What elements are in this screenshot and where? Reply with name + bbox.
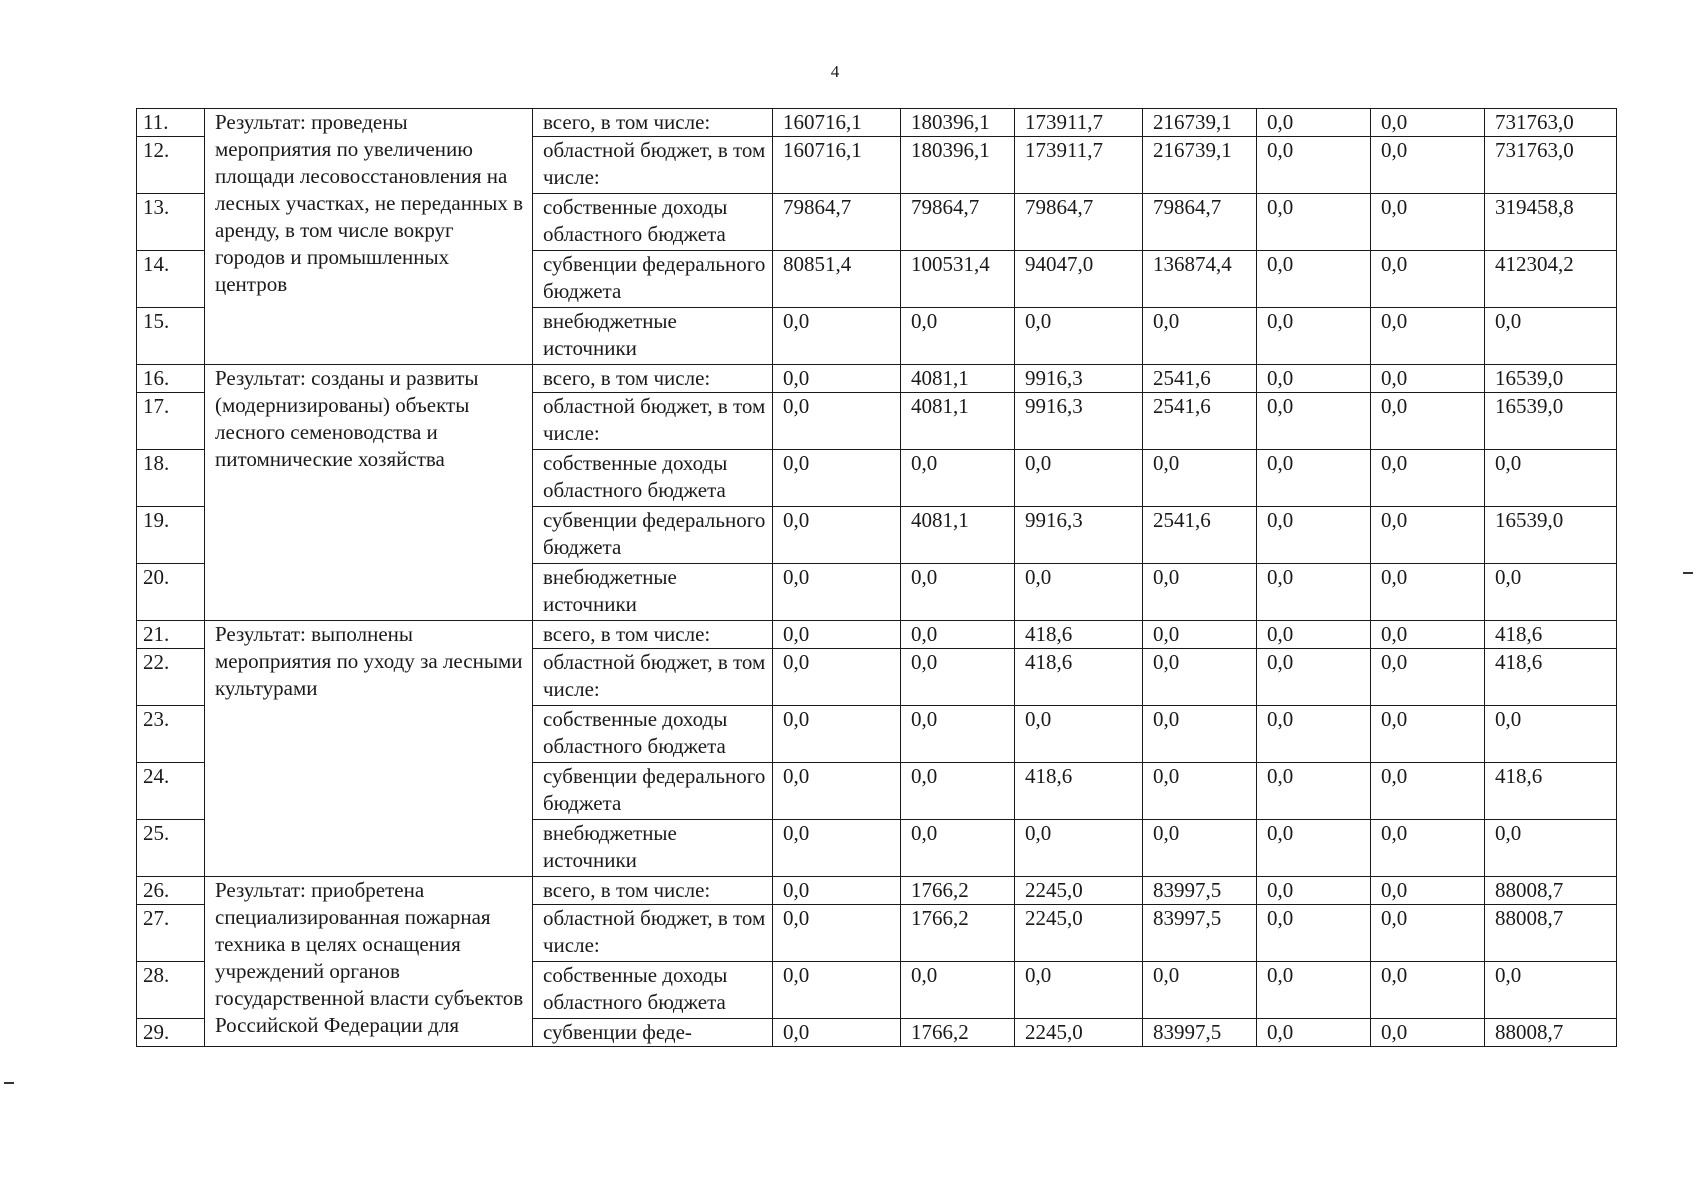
year-value: 0,0 <box>1371 621 1485 649</box>
year-value: 0,0 <box>773 621 901 649</box>
year-value: 0,0 <box>1257 450 1371 507</box>
year-value: 0,0 <box>773 308 901 365</box>
total-value: 0,0 <box>1485 564 1617 621</box>
year-value: 0,0 <box>773 393 901 450</box>
year-value: 79864,7 <box>773 194 901 251</box>
year-value: 216739,1 <box>1143 109 1257 137</box>
year-value: 160716,1 <box>773 137 901 194</box>
year-value: 418,6 <box>1015 763 1143 820</box>
budget-table <box>136 108 1617 1047</box>
year-value: 2245,0 <box>1015 1019 1143 1047</box>
year-value: 0,0 <box>1143 763 1257 820</box>
year-value: 0,0 <box>1371 365 1485 393</box>
funding-source: субвенции федерального бюджета <box>533 763 773 820</box>
total-value: 0,0 <box>1485 706 1617 763</box>
total-value: 418,6 <box>1485 649 1617 706</box>
table-row <box>137 365 1617 393</box>
year-value: 0,0 <box>901 450 1015 507</box>
result-description: Результат: проведены мероприятия по увеличению площади лесовосстановления на лесных участках, не переданных в аренду, в том числе вокруг городов и промышленных центров <box>205 109 533 365</box>
total-value: 418,6 <box>1485 621 1617 649</box>
year-value: 173911,7 <box>1015 109 1143 137</box>
year-value: 2245,0 <box>1015 905 1143 962</box>
year-value: 4081,1 <box>901 507 1015 564</box>
table-body <box>137 109 1617 1047</box>
row-number: 11. <box>137 109 205 137</box>
year-value: 1766,2 <box>901 877 1015 905</box>
year-value: 136874,4 <box>1143 251 1257 308</box>
year-value: 0,0 <box>901 706 1015 763</box>
total-value: 88008,7 <box>1485 905 1617 962</box>
year-value: 0,0 <box>773 877 901 905</box>
year-value: 0,0 <box>901 763 1015 820</box>
total-value: 0,0 <box>1485 820 1617 877</box>
funding-source: всего, в том числе: <box>533 877 773 905</box>
year-value: 180396,1 <box>901 137 1015 194</box>
year-value: 94047,0 <box>1015 251 1143 308</box>
year-value: 0,0 <box>1371 393 1485 450</box>
funding-source: всего, в том числе: <box>533 365 773 393</box>
year-value: 0,0 <box>773 507 901 564</box>
year-value: 0,0 <box>1143 621 1257 649</box>
year-value: 0,0 <box>1371 109 1485 137</box>
year-value: 0,0 <box>1371 137 1485 194</box>
row-number: 13. <box>137 194 205 251</box>
year-value: 0,0 <box>773 365 901 393</box>
year-value: 0,0 <box>1371 820 1485 877</box>
result-description: Результат: выполнены мероприятия по уходу за лесными культурами <box>205 621 533 877</box>
row-number: 19. <box>137 507 205 564</box>
funding-source: областной бюджет, в том числе: <box>533 905 773 962</box>
year-value: 0,0 <box>1015 706 1143 763</box>
year-value: 1766,2 <box>901 1019 1015 1047</box>
year-value: 0,0 <box>1371 905 1485 962</box>
year-value: 0,0 <box>773 820 901 877</box>
year-value: 100531,4 <box>901 251 1015 308</box>
year-value: 1766,2 <box>901 905 1015 962</box>
year-value: 180396,1 <box>901 109 1015 137</box>
year-value: 83997,5 <box>1143 905 1257 962</box>
year-value: 0,0 <box>1257 1019 1371 1047</box>
row-number: 26. <box>137 877 205 905</box>
year-value: 0,0 <box>901 649 1015 706</box>
year-value: 0,0 <box>1371 251 1485 308</box>
funding-source: субвенции феде- <box>533 1019 773 1047</box>
table-row <box>137 621 1617 649</box>
year-value: 0,0 <box>1143 962 1257 1019</box>
year-value: 0,0 <box>1143 820 1257 877</box>
row-number: 25. <box>137 820 205 877</box>
year-value: 0,0 <box>773 962 901 1019</box>
year-value: 0,0 <box>1257 820 1371 877</box>
total-value: 16539,0 <box>1485 393 1617 450</box>
funding-source: областной бюджет, в том числе: <box>533 649 773 706</box>
year-value: 160716,1 <box>773 109 901 137</box>
year-value: 0,0 <box>1257 706 1371 763</box>
row-number: 18. <box>137 450 205 507</box>
year-value: 2541,6 <box>1143 507 1257 564</box>
row-number: 17. <box>137 393 205 450</box>
year-value: 0,0 <box>1257 649 1371 706</box>
funding-source: собственные доходы областного бюджета <box>533 194 773 251</box>
table-row <box>137 877 1617 905</box>
year-value: 0,0 <box>1371 962 1485 1019</box>
year-value: 0,0 <box>1257 308 1371 365</box>
year-value: 0,0 <box>1015 962 1143 1019</box>
year-value: 0,0 <box>1143 649 1257 706</box>
year-value: 0,0 <box>901 962 1015 1019</box>
funding-source: собственные доходы областного бюджета <box>533 450 773 507</box>
year-value: 9916,3 <box>1015 393 1143 450</box>
year-value: 0,0 <box>1257 507 1371 564</box>
year-value: 0,0 <box>1257 905 1371 962</box>
year-value: 0,0 <box>1371 1019 1485 1047</box>
year-value: 0,0 <box>1257 194 1371 251</box>
row-number: 16. <box>137 365 205 393</box>
year-value: 0,0 <box>1257 109 1371 137</box>
year-value: 0,0 <box>1143 706 1257 763</box>
total-value: 418,6 <box>1485 763 1617 820</box>
year-value: 0,0 <box>1257 393 1371 450</box>
year-value: 0,0 <box>1143 564 1257 621</box>
row-number: 28. <box>137 962 205 1019</box>
year-value: 418,6 <box>1015 621 1143 649</box>
year-value: 0,0 <box>773 564 901 621</box>
row-number: 29. <box>137 1019 205 1047</box>
year-value: 0,0 <box>1257 365 1371 393</box>
year-value: 0,0 <box>1257 962 1371 1019</box>
year-value: 0,0 <box>1257 877 1371 905</box>
total-value: 731763,0 <box>1485 137 1617 194</box>
table-row <box>137 109 1617 137</box>
result-description: Результат: приобретена специализированная пожарная техника в целях оснащения учреждений органов государственной власти субъектов Российской Федерации для <box>205 877 533 1047</box>
year-value: 0,0 <box>1257 564 1371 621</box>
year-value: 0,0 <box>1371 450 1485 507</box>
year-value: 4081,1 <box>901 365 1015 393</box>
year-value: 0,0 <box>1257 621 1371 649</box>
year-value: 173911,7 <box>1015 137 1143 194</box>
year-value: 216739,1 <box>1143 137 1257 194</box>
margin-mark <box>1683 572 1693 574</box>
year-value: 0,0 <box>1371 877 1485 905</box>
year-value: 0,0 <box>1015 564 1143 621</box>
year-value: 0,0 <box>1371 706 1485 763</box>
year-value: 0,0 <box>773 649 901 706</box>
total-value: 319458,8 <box>1485 194 1617 251</box>
year-value: 0,0 <box>1143 308 1257 365</box>
margin-mark <box>4 1082 14 1084</box>
funding-source: областной бюджет, в том числе: <box>533 137 773 194</box>
year-value: 0,0 <box>773 1019 901 1047</box>
funding-source: субвенции федерального бюджета <box>533 251 773 308</box>
total-value: 88008,7 <box>1485 1019 1617 1047</box>
year-value: 0,0 <box>1371 649 1485 706</box>
row-number: 24. <box>137 763 205 820</box>
total-value: 16539,0 <box>1485 365 1617 393</box>
funding-source: собственные доходы областного бюджета <box>533 962 773 1019</box>
year-value: 0,0 <box>1371 194 1485 251</box>
year-value: 0,0 <box>1257 763 1371 820</box>
year-value: 2541,6 <box>1143 365 1257 393</box>
year-value: 418,6 <box>1015 649 1143 706</box>
row-number: 27. <box>137 905 205 962</box>
funding-source: внебюджетные источники <box>533 820 773 877</box>
result-description: Результат: созданы и развиты (модернизированы) объекты лесного семеноводства и питомнические хозяйства <box>205 365 533 621</box>
funding-source: собственные доходы областного бюджета <box>533 706 773 763</box>
year-value: 0,0 <box>1143 450 1257 507</box>
year-value: 0,0 <box>773 706 901 763</box>
year-value: 79864,7 <box>1143 194 1257 251</box>
row-number: 23. <box>137 706 205 763</box>
total-value: 0,0 <box>1485 962 1617 1019</box>
funding-source: внебюджетные источники <box>533 564 773 621</box>
year-value: 0,0 <box>1015 450 1143 507</box>
funding-source: внебюджетные источники <box>533 308 773 365</box>
funding-source: всего, в том числе: <box>533 109 773 137</box>
year-value: 0,0 <box>901 308 1015 365</box>
total-value: 412304,2 <box>1485 251 1617 308</box>
funding-source: всего, в том числе: <box>533 621 773 649</box>
page-number: 4 <box>830 62 840 81</box>
row-number: 21. <box>137 621 205 649</box>
row-number: 20. <box>137 564 205 621</box>
year-value: 0,0 <box>901 564 1015 621</box>
total-value: 731763,0 <box>1485 109 1617 137</box>
row-number: 22. <box>137 649 205 706</box>
year-value: 2541,6 <box>1143 393 1257 450</box>
year-value: 0,0 <box>1015 308 1143 365</box>
year-value: 9916,3 <box>1015 507 1143 564</box>
year-value: 80851,4 <box>773 251 901 308</box>
row-number: 15. <box>137 308 205 365</box>
year-value: 79864,7 <box>901 194 1015 251</box>
year-value: 0,0 <box>901 621 1015 649</box>
year-value: 0,0 <box>773 905 901 962</box>
funding-source: областной бюджет, в том числе: <box>533 393 773 450</box>
year-value: 0,0 <box>901 820 1015 877</box>
year-value: 0,0 <box>1257 251 1371 308</box>
year-value: 0,0 <box>773 450 901 507</box>
total-value: 88008,7 <box>1485 877 1617 905</box>
year-value: 9916,3 <box>1015 365 1143 393</box>
total-value: 0,0 <box>1485 450 1617 507</box>
year-value: 0,0 <box>1371 763 1485 820</box>
total-value: 0,0 <box>1485 308 1617 365</box>
row-number: 12. <box>137 137 205 194</box>
year-value: 0,0 <box>1371 507 1485 564</box>
funding-source: субвенции федерального бюджета <box>533 507 773 564</box>
year-value: 83997,5 <box>1143 877 1257 905</box>
year-value: 2245,0 <box>1015 877 1143 905</box>
year-value: 0,0 <box>773 763 901 820</box>
total-value: 16539,0 <box>1485 507 1617 564</box>
year-value: 79864,7 <box>1015 194 1143 251</box>
year-value: 4081,1 <box>901 393 1015 450</box>
year-value: 83997,5 <box>1143 1019 1257 1047</box>
row-number: 14. <box>137 251 205 308</box>
year-value: 0,0 <box>1257 137 1371 194</box>
year-value: 0,0 <box>1015 820 1143 877</box>
year-value: 0,0 <box>1371 308 1485 365</box>
year-value: 0,0 <box>1371 564 1485 621</box>
